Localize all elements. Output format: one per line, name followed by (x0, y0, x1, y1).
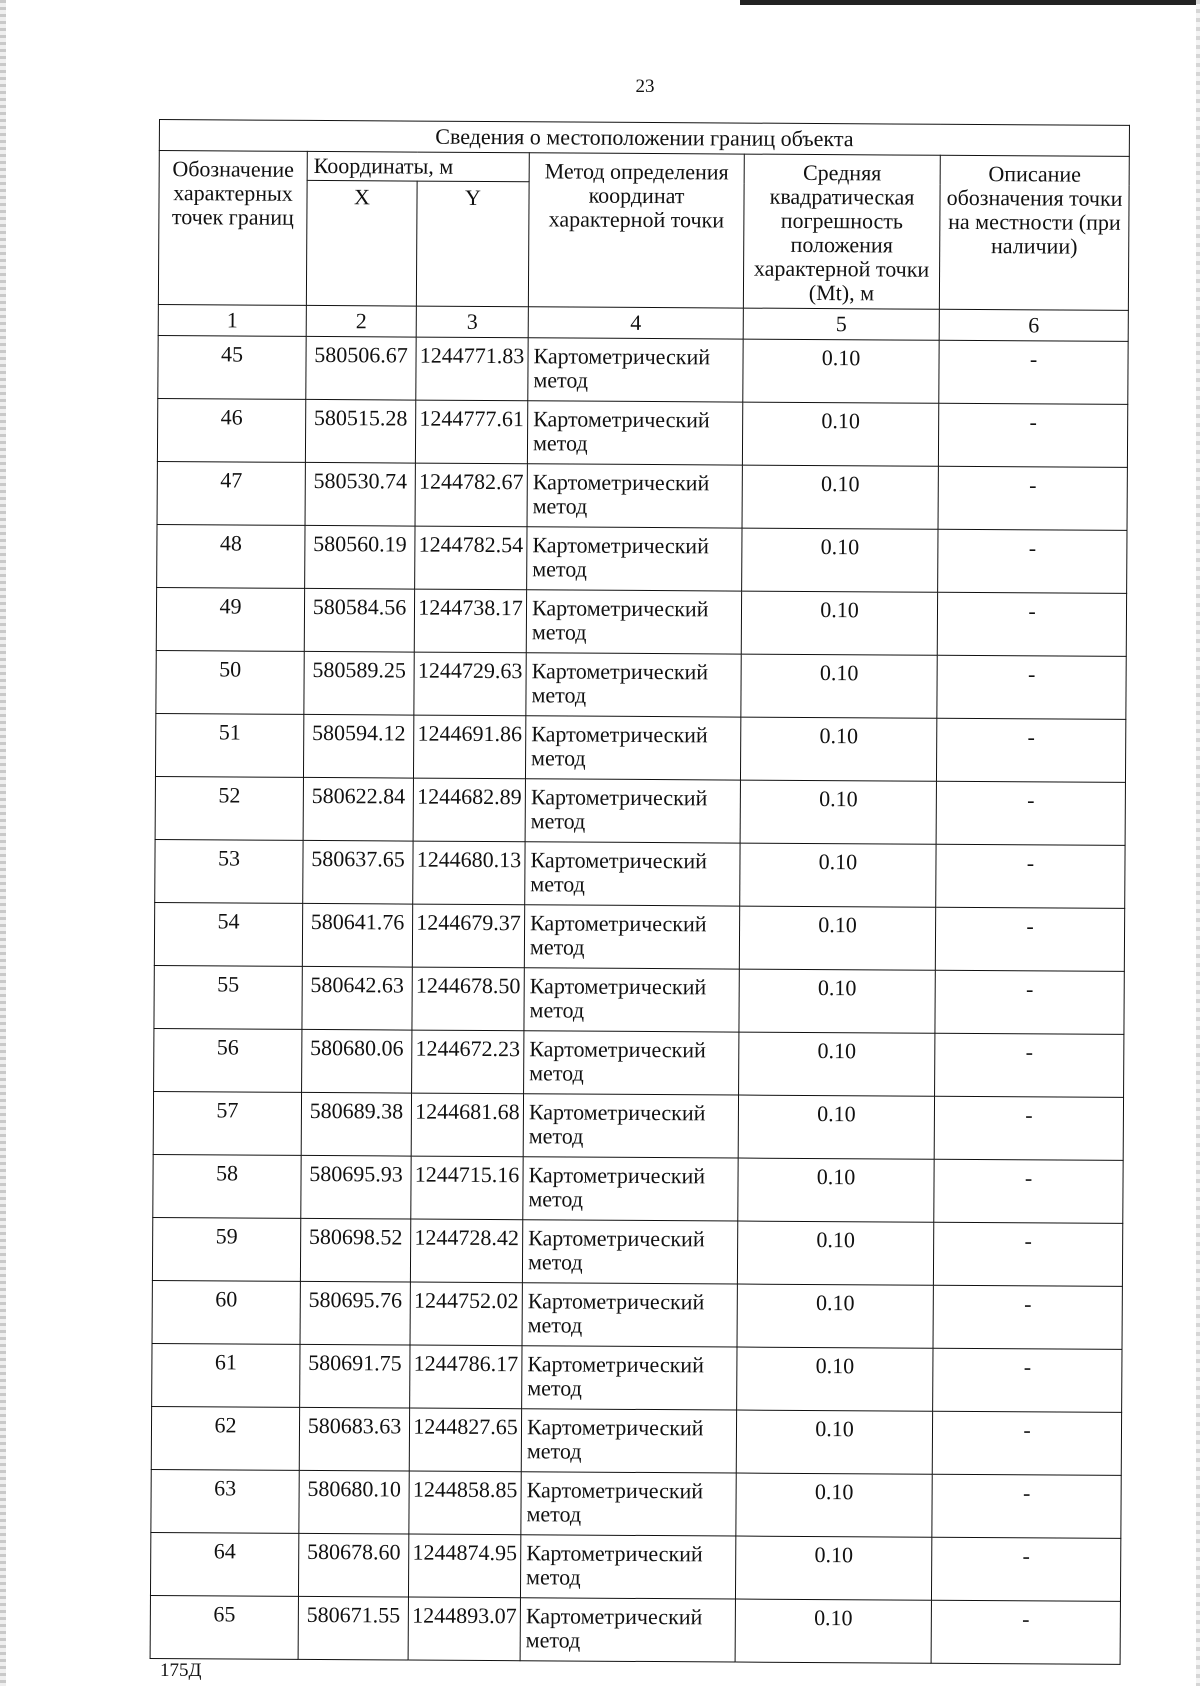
coordinate-y-cell: 1244680.13 (413, 841, 525, 905)
coordinate-y-cell: 1244782.54 (415, 526, 527, 590)
coordinate-x-cell: 580506.67 (306, 336, 416, 400)
point-designation-cell: 60 (152, 1280, 300, 1344)
point-designation-cell: 57 (153, 1091, 301, 1155)
coordinate-y-cell: 1244679.37 (412, 904, 524, 968)
footer-code: 175Д (160, 1660, 202, 1681)
coordinate-x-cell: 580589.25 (304, 651, 414, 715)
description-cell: - (937, 592, 1126, 656)
table-row (157, 461, 1127, 530)
description-cell: - (931, 1600, 1120, 1664)
method-cell: Картометрический метод (527, 401, 742, 465)
coordinate-y-cell: 1244782.67 (415, 463, 527, 527)
method-cell: Картометрический метод (521, 1409, 736, 1473)
table-row (157, 398, 1127, 467)
scan-left-edge (0, 0, 6, 1686)
coordinate-y-cell: 1244738.17 (414, 589, 526, 653)
coordinate-x-cell: 580530.74 (305, 462, 415, 526)
coordinate-y-cell: 1244681.68 (411, 1093, 523, 1157)
coordinate-x-cell: 580560.19 (305, 525, 415, 589)
description-cell: - (932, 1474, 1121, 1538)
scan-top-mark (740, 0, 1200, 5)
coordinate-x-cell: 580680.10 (299, 1470, 409, 1534)
point-designation-cell: 48 (157, 524, 305, 588)
column-number: 6 (939, 309, 1128, 341)
method-cell: Картометрический метод (522, 1220, 737, 1284)
method-cell: Картометрический метод (524, 1031, 739, 1095)
mean-error-cell: 0.10 (737, 1221, 933, 1285)
method-cell: Картометрический метод (524, 968, 739, 1032)
table-row (154, 1028, 1124, 1097)
point-designation-cell: 49 (156, 587, 304, 651)
header-description: Описание обозначения точки на местности (при наличии) (939, 155, 1129, 310)
description-cell: - (938, 403, 1127, 467)
coordinate-x-cell: 580695.93 (301, 1155, 411, 1219)
mean-error-cell: 0.10 (738, 1158, 934, 1222)
header-point-designation: Обозначение характерных точек границ (158, 151, 307, 306)
table-row (152, 1343, 1122, 1412)
mean-error-cell: 0.10 (742, 528, 938, 592)
mean-error-cell: 0.10 (740, 717, 936, 781)
column-number: 1 (158, 304, 306, 336)
method-cell: Картометрический метод (524, 905, 739, 969)
table-row (151, 1469, 1121, 1538)
header-coordinates: Координаты, м (307, 151, 529, 181)
coordinate-y-cell: 1244729.63 (414, 652, 526, 716)
description-cell: - (933, 1222, 1122, 1286)
mean-error-cell: 0.10 (739, 1032, 935, 1096)
table-row (155, 713, 1125, 782)
mean-error-cell: 0.10 (737, 1284, 933, 1348)
method-cell: Картометрический метод (522, 1283, 737, 1347)
description-cell: - (933, 1285, 1122, 1349)
point-designation-cell: 45 (158, 335, 306, 399)
coordinate-x-cell: 580637.65 (303, 840, 413, 904)
header-mean-error: Средняя квадратическая погрешность положения характерной точки (Mt), м (743, 154, 940, 309)
point-designation-cell: 55 (154, 965, 302, 1029)
method-cell: Картометрический метод (525, 716, 740, 780)
description-cell: - (932, 1411, 1121, 1475)
description-cell: - (938, 529, 1127, 593)
coordinate-y-cell: 1244682.89 (413, 778, 525, 842)
table-row (150, 1532, 1120, 1601)
method-cell: Картометрический метод (526, 653, 741, 717)
description-cell: - (934, 1096, 1123, 1160)
coordinate-x-cell: 580641.76 (302, 903, 412, 967)
coordinate-x-cell: 580698.52 (300, 1218, 410, 1282)
coordinate-x-cell: 580695.76 (300, 1281, 410, 1345)
coordinate-y-cell: 1244858.85 (409, 1471, 521, 1535)
coordinate-x-cell: 580584.56 (304, 588, 414, 652)
coordinate-y-cell: 1244691.86 (413, 715, 525, 779)
description-cell: - (937, 655, 1126, 719)
method-cell: Картометрический метод (523, 1157, 738, 1221)
coordinate-y-cell: 1244786.17 (410, 1345, 522, 1409)
point-designation-cell: 65 (150, 1595, 298, 1659)
coordinate-x-cell: 580622.84 (303, 777, 413, 841)
method-cell: Картометрический метод (526, 590, 741, 654)
description-cell: - (936, 718, 1125, 782)
table-row (158, 335, 1128, 404)
description-cell: - (936, 844, 1125, 908)
mean-error-cell: 0.10 (741, 591, 937, 655)
method-cell: Картометрический метод (525, 779, 740, 843)
mean-error-cell: 0.10 (740, 780, 936, 844)
mean-error-cell: 0.10 (741, 654, 937, 718)
coordinate-x-cell: 580594.12 (303, 714, 413, 778)
column-number: 5 (743, 308, 939, 340)
point-designation-cell: 46 (157, 398, 305, 462)
point-designation-cell: 61 (152, 1343, 300, 1407)
method-cell: Картометрический метод (522, 1346, 737, 1410)
mean-error-cell: 0.10 (736, 1410, 932, 1474)
point-designation-cell: 62 (151, 1406, 299, 1470)
description-cell: - (931, 1537, 1120, 1601)
table-row (152, 1280, 1122, 1349)
table-row (150, 1595, 1120, 1664)
point-designation-cell: 56 (154, 1028, 302, 1092)
method-cell: Картометрический метод (521, 1472, 736, 1536)
table-row (156, 587, 1126, 656)
table-row (151, 1406, 1121, 1475)
point-designation-cell: 58 (153, 1154, 301, 1218)
boundary-points-table (150, 119, 1130, 1665)
description-cell: - (933, 1348, 1122, 1412)
coordinate-x-cell: 580515.28 (305, 399, 415, 463)
header-x: X (306, 180, 417, 306)
coordinate-y-cell: 1244827.65 (409, 1408, 521, 1472)
method-cell: Картометрический метод (520, 1535, 735, 1599)
point-designation-cell: 52 (155, 776, 303, 840)
table-row (157, 524, 1127, 593)
coordinate-y-cell: 1244678.50 (412, 967, 524, 1031)
coordinate-y-cell: 1244771.83 (416, 337, 528, 401)
coordinate-y-cell: 1244893.07 (408, 1597, 520, 1661)
coordinate-y-cell: 1244874.95 (408, 1534, 520, 1598)
point-designation-cell: 59 (152, 1217, 300, 1281)
column-number: 3 (416, 306, 528, 338)
table-row (153, 1154, 1123, 1223)
point-designation-cell: 51 (155, 713, 303, 777)
coordinate-y-cell: 1244728.42 (410, 1219, 522, 1283)
description-cell: - (934, 1159, 1123, 1223)
mean-error-cell: 0.10 (739, 969, 935, 1033)
coordinate-x-cell: 580683.63 (299, 1407, 409, 1471)
point-designation-cell: 47 (157, 461, 305, 525)
method-cell: Картометрический метод (520, 1598, 735, 1662)
point-designation-cell: 54 (154, 902, 302, 966)
header-y: Y (416, 181, 529, 307)
coordinate-y-cell: 1244777.61 (415, 400, 527, 464)
coordinate-x-cell: 580680.06 (302, 1029, 412, 1093)
mean-error-cell: 0.10 (740, 843, 936, 907)
table-body (150, 335, 1128, 1664)
mean-error-cell: 0.10 (737, 1347, 933, 1411)
table-row (155, 839, 1125, 908)
point-designation-cell: 63 (151, 1469, 299, 1533)
table-title: Сведения о местоположении границ объекта (159, 120, 1129, 157)
description-cell: - (939, 340, 1128, 404)
mean-error-cell: 0.10 (736, 1473, 932, 1537)
coordinate-y-cell: 1244752.02 (410, 1282, 522, 1346)
mean-error-cell: 0.10 (739, 906, 935, 970)
table-row (154, 965, 1124, 1034)
column-number: 2 (306, 305, 416, 337)
mean-error-cell: 0.10 (738, 1095, 934, 1159)
mean-error-cell: 0.10 (743, 339, 939, 403)
description-cell: - (938, 466, 1127, 530)
scan-right-edge (1196, 0, 1200, 1686)
table-row (154, 902, 1124, 971)
page-number: 23 (635, 76, 655, 97)
coordinate-y-cell: 1244672.23 (412, 1030, 524, 1094)
coordinate-x-cell: 580689.38 (301, 1092, 411, 1156)
table-row (155, 776, 1125, 845)
method-cell: Картометрический метод (528, 338, 743, 402)
coordinate-x-cell: 580691.75 (300, 1344, 410, 1408)
description-cell: - (935, 907, 1124, 971)
column-number: 4 (528, 307, 743, 339)
description-cell: - (936, 781, 1125, 845)
point-designation-cell: 50 (156, 650, 304, 714)
table-row (152, 1217, 1122, 1286)
table-row (153, 1091, 1123, 1160)
mean-error-cell: 0.10 (742, 465, 938, 529)
table-row (156, 650, 1126, 719)
description-cell: - (935, 970, 1124, 1034)
method-cell: Картометрический метод (523, 1094, 738, 1158)
coordinate-y-cell: 1244715.16 (411, 1156, 523, 1220)
description-cell: - (935, 1033, 1124, 1097)
method-cell: Картометрический метод (525, 842, 740, 906)
coordinate-x-cell: 580642.63 (302, 966, 412, 1030)
mean-error-cell: 0.10 (735, 1599, 931, 1663)
point-designation-cell: 64 (150, 1532, 298, 1596)
point-designation-cell: 53 (155, 839, 303, 903)
coordinate-x-cell: 580671.55 (298, 1596, 408, 1660)
method-cell: Картометрический метод (527, 464, 742, 528)
header-method: Метод определения координат характерной точки (528, 153, 744, 308)
mean-error-cell: 0.10 (742, 402, 938, 466)
mean-error-cell: 0.10 (735, 1536, 931, 1600)
method-cell: Картометрический метод (527, 527, 742, 591)
coordinate-x-cell: 580678.60 (298, 1533, 408, 1597)
